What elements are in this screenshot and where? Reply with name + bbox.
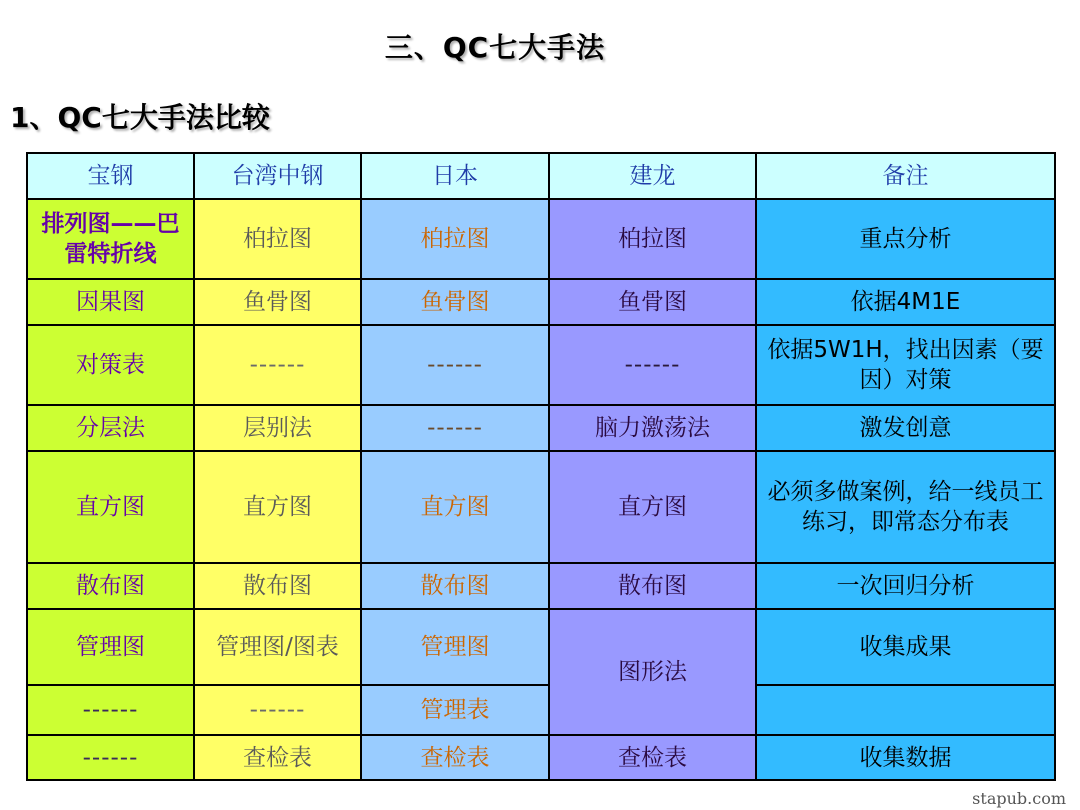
table-cell: 一次回归分析 [756,563,1055,609]
table-cell: 图形法 [549,609,756,735]
table-cell: 鱼骨图 [361,279,549,325]
table-cell: 直方图 [361,451,549,563]
table-row [27,405,1055,451]
table-row [27,609,1055,685]
header-baosteel: 宝钢 [27,153,194,199]
table-cell: ------ [194,325,361,405]
table-cell: 鱼骨图 [194,279,361,325]
table-cell: 查检表 [194,735,361,780]
table-row [27,279,1055,325]
table-cell: 直方图 [27,451,194,563]
table-cell: 查检表 [549,735,756,780]
table-cell: 层别法 [194,405,361,451]
header-jianlong: 建龙 [549,153,756,199]
header-japan: 日本 [361,153,549,199]
table-cell: 散布图 [194,563,361,609]
table-row [27,563,1055,609]
section-subtitle: 1、QC七大手法比较 [10,101,270,134]
table-row [27,325,1055,405]
table-cell-empty [756,685,1055,735]
table-cell: 分层法 [27,405,194,451]
table-cell: ------ [194,685,361,735]
table-cell: 直方图 [194,451,361,563]
table-cell: 管理图 [361,609,549,685]
table-cell: 散布图 [27,563,194,609]
table-cell: 管理图/图表 [194,609,361,685]
table-cell: 激发创意 [756,405,1055,451]
table-cell: ------ [27,685,194,735]
table-cell: 散布图 [549,563,756,609]
watermark: stapub.com [972,789,1066,808]
table-cell: 对策表 [27,325,194,405]
table-cell: 查检表 [361,735,549,780]
table-cell: 重点分析 [756,199,1055,279]
table-cell: 散布图 [361,563,549,609]
table-cell: 依据4M1E [756,279,1055,325]
table-cell: 鱼骨图 [549,279,756,325]
table-row [27,199,1055,279]
table-cell: ------ [361,405,549,451]
table-cell: 收集数据 [756,735,1055,780]
table-cell: 收集成果 [756,609,1055,685]
header-taiwan-csc: 台湾中钢 [194,153,361,199]
table-cell: 管理图 [27,609,194,685]
page-title: 三、QC七大手法 [384,31,606,64]
table-cell: ------ [549,325,756,405]
table-cell: 柏拉图 [361,199,549,279]
table-row [27,735,1055,780]
table-cell: ------ [27,735,194,780]
table-cell: 柏拉图 [194,199,361,279]
table-cell: 直方图 [549,451,756,563]
table-cell: 柏拉图 [549,199,756,279]
table-cell: 依据5W1H，找出因素（要因）对策 [756,325,1055,405]
table-cell: 因果图 [27,279,194,325]
table-row [27,451,1055,563]
table-cell: 排列图——巴雷特折线 [27,199,194,279]
table-row [27,685,1055,735]
table-cell: ------ [361,325,549,405]
table-cell: 管理表 [361,685,549,735]
table-header-row [27,153,1055,199]
qc-comparison-table [26,152,1056,781]
table-cell: 脑力激荡法 [549,405,756,451]
header-remarks: 备注 [756,153,1055,199]
table-cell: 必须多做案例，给一线员工练习，即常态分布表 [756,451,1055,563]
